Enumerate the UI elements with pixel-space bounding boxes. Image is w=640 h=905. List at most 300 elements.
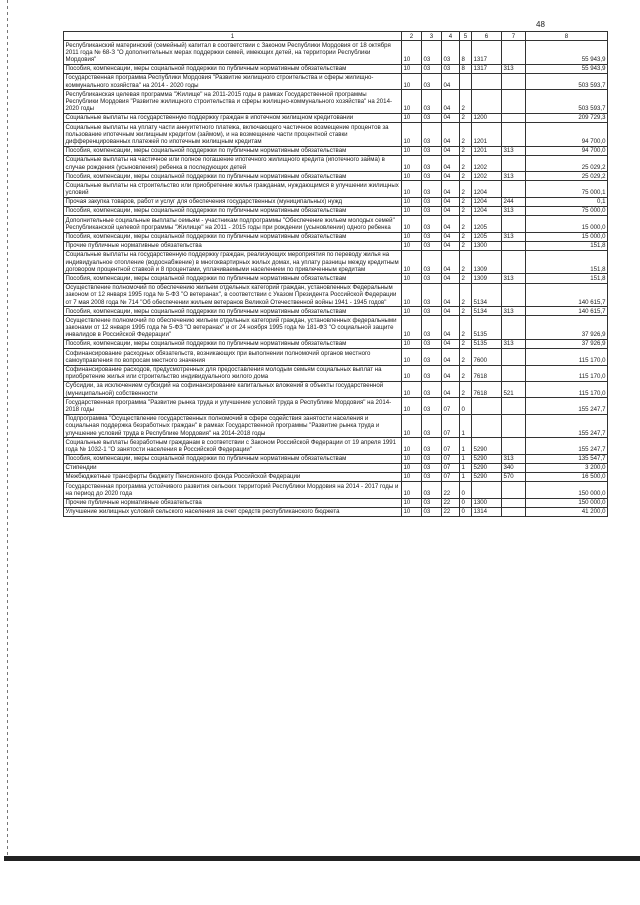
row-amount: 151,8 xyxy=(526,274,608,283)
code-subsection: 03 xyxy=(422,472,442,481)
code-subsection: 03 xyxy=(422,365,442,381)
table-row xyxy=(64,398,608,414)
code-section: 10 xyxy=(402,90,422,114)
page-number: 48 xyxy=(536,20,545,29)
code-target: 7600 xyxy=(472,349,502,365)
code-subsection: 03 xyxy=(422,339,442,348)
row-description: Пособия, компенсации, меры социальной поддержки по публичным нормативным обязательствам xyxy=(64,339,402,348)
row-amount: 3 200,0 xyxy=(526,463,608,472)
row-description: Пособия, компенсации, меры социальной поддержки по публичным нормативным обязательствам xyxy=(64,172,402,181)
row-amount: 0,1 xyxy=(526,197,608,206)
code-target xyxy=(472,414,502,438)
table-row xyxy=(64,123,608,147)
code-program: 04 xyxy=(442,232,460,241)
table-row xyxy=(64,381,608,397)
code-section: 10 xyxy=(402,349,422,365)
code-target: 1204 xyxy=(472,181,502,197)
row-amount: 115 170,0 xyxy=(526,365,608,381)
code-program: 04 xyxy=(442,181,460,197)
code-expense-type xyxy=(502,438,526,454)
code-program: 04 xyxy=(442,216,460,232)
code-section: 10 xyxy=(402,274,422,283)
code-program: 07 xyxy=(442,472,460,481)
code-program: 22 xyxy=(442,507,460,516)
code-subprogram: 2 xyxy=(460,274,472,283)
code-subsection: 03 xyxy=(422,64,442,73)
code-target: 5290 xyxy=(472,438,502,454)
code-section: 10 xyxy=(402,241,422,250)
code-section: 10 xyxy=(402,113,422,122)
code-subsection: 03 xyxy=(422,307,442,316)
code-subsection: 03 xyxy=(422,381,442,397)
table-row xyxy=(64,181,608,197)
code-expense-type: 313 xyxy=(502,206,526,215)
code-expense-type xyxy=(502,482,526,498)
code-section: 10 xyxy=(402,146,422,155)
col-header: 7 xyxy=(502,32,526,41)
table-row xyxy=(64,365,608,381)
code-program: 04 xyxy=(442,365,460,381)
scan-bottom-edge xyxy=(4,856,640,861)
code-subprogram: 1 xyxy=(460,414,472,438)
row-amount: 209 729,3 xyxy=(526,113,608,122)
code-subsection: 03 xyxy=(422,414,442,438)
code-subprogram: 2 xyxy=(460,206,472,215)
code-program: 22 xyxy=(442,482,460,498)
code-target: 5135 xyxy=(472,339,502,348)
code-target: 5134 xyxy=(472,283,502,307)
code-expense-type xyxy=(502,414,526,438)
row-amount: 503 593,7 xyxy=(526,73,608,89)
table-row xyxy=(64,274,608,283)
code-target: 1309 xyxy=(472,250,502,274)
code-target: 1205 xyxy=(472,232,502,241)
code-target: 7618 xyxy=(472,365,502,381)
code-program: 03 xyxy=(442,41,460,65)
code-target: 5134 xyxy=(472,307,502,316)
code-expense-type xyxy=(502,241,526,250)
code-expense-type xyxy=(502,283,526,307)
row-amount: 25 029,2 xyxy=(526,172,608,181)
row-description: Государственная программа "Развитие рынка труда и улучшение условий труда в Республике Мордовия" на 2014-2018 годы xyxy=(64,398,402,414)
table-row xyxy=(64,250,608,274)
code-target: 1202 xyxy=(472,155,502,171)
code-section: 10 xyxy=(402,339,422,348)
code-subprogram: 2 xyxy=(460,146,472,155)
table-row xyxy=(64,283,608,307)
col-header: 5 xyxy=(460,32,472,41)
code-section: 10 xyxy=(402,232,422,241)
code-expense-type xyxy=(502,73,526,89)
code-program: 04 xyxy=(442,123,460,147)
code-program: 04 xyxy=(442,307,460,316)
code-section: 10 xyxy=(402,398,422,414)
code-program: 04 xyxy=(442,274,460,283)
code-program: 03 xyxy=(442,64,460,73)
row-description: Межбюджетные трансферты бюджету Пенсионного фонда Российской Федерации xyxy=(64,472,402,481)
code-target: 5290 xyxy=(472,463,502,472)
code-subsection: 03 xyxy=(422,283,442,307)
row-description: Социальные выплаты на государственную поддержку граждан в ипотечном жилищном кредитовании xyxy=(64,113,402,122)
row-description: Социальные выплаты на частичное или полное погашение ипотечного жилищного кредита (ипотечного займа) в случае рождения (усыновления) ребенка в последующих детей xyxy=(64,155,402,171)
code-target: 5290 xyxy=(472,472,502,481)
code-expense-type xyxy=(502,507,526,516)
col-header: 1 xyxy=(64,32,402,41)
row-amount: 135 547,7 xyxy=(526,454,608,463)
code-subprogram: 2 xyxy=(460,250,472,274)
table-row xyxy=(64,90,608,114)
code-subsection: 03 xyxy=(422,206,442,215)
code-section: 10 xyxy=(402,454,422,463)
code-target xyxy=(472,398,502,414)
table-row xyxy=(64,64,608,73)
budget-table xyxy=(63,31,608,517)
row-amount: 155 247,7 xyxy=(526,398,608,414)
row-description: Улучшение жилищных условий сельского населения за счет средств республиканского бюджета xyxy=(64,507,402,516)
code-expense-type xyxy=(502,41,526,65)
row-amount: 503 593,7 xyxy=(526,90,608,114)
code-subsection: 03 xyxy=(422,90,442,114)
code-program: 04 xyxy=(442,206,460,215)
code-section: 10 xyxy=(402,498,422,507)
code-expense-type xyxy=(502,216,526,232)
code-expense-type: 340 xyxy=(502,463,526,472)
row-amount: 94 700,0 xyxy=(526,146,608,155)
row-amount: 55 943,9 xyxy=(526,64,608,73)
code-program: 04 xyxy=(442,113,460,122)
row-description: Пособия, компенсации, меры социальной поддержки по публичным нормативным обязательствам xyxy=(64,146,402,155)
code-subsection: 03 xyxy=(422,482,442,498)
row-amount: 37 926,9 xyxy=(526,316,608,340)
code-target: 1309 xyxy=(472,274,502,283)
code-program: 04 xyxy=(442,349,460,365)
code-section: 10 xyxy=(402,482,422,498)
code-expense-type: 313 xyxy=(502,274,526,283)
code-subprogram: 8 xyxy=(460,64,472,73)
row-amount: 151,8 xyxy=(526,241,608,250)
row-description: Пособия, компенсации, меры социальной поддержки по публичным нормативным обязательствам xyxy=(64,232,402,241)
code-program: 04 xyxy=(442,73,460,89)
row-amount: 37 926,9 xyxy=(526,339,608,348)
code-program: 04 xyxy=(442,339,460,348)
code-expense-type: 313 xyxy=(502,339,526,348)
code-subsection: 03 xyxy=(422,241,442,250)
code-expense-type xyxy=(502,181,526,197)
col-header: 4 xyxy=(442,32,460,41)
code-subprogram: 2 xyxy=(460,365,472,381)
row-description: Осуществление полномочий по обеспечению жильем отдельных категорий граждан, установленных Федеральным законом от 12 января 1995 года № 5-ФЗ "О ветеранах", в соответствии с Указом Президента Российской Федерации от 7 мая 2008 года № 714 "Об обеспечении жильем ветеранов Великой Отечественной войны 1941 - 1945 годов" xyxy=(64,283,402,307)
code-subprogram: 2 xyxy=(460,283,472,307)
code-section: 10 xyxy=(402,414,422,438)
code-section: 10 xyxy=(402,197,422,206)
code-program: 04 xyxy=(442,316,460,340)
code-subprogram: 2 xyxy=(460,123,472,147)
row-description: Социальные выплаты на государственную поддержку граждан, реализующих мероприятия по переводу жилья на индивидуальное отопление (водоснабжение) в многоквартирных жилых домах, на уплату разницы между кредитным договором процентной ставкой и 8 процентами, уплачиваемыми населением по привлеченным кредитам xyxy=(64,250,402,274)
header-row xyxy=(64,32,608,41)
code-target xyxy=(472,90,502,114)
table-row xyxy=(64,41,608,65)
row-amount: 15 000,0 xyxy=(526,216,608,232)
code-target: 1317 xyxy=(472,64,502,73)
table-row xyxy=(64,498,608,507)
code-subsection: 03 xyxy=(422,155,442,171)
code-subprogram: 1 xyxy=(460,472,472,481)
code-subprogram: 0 xyxy=(460,398,472,414)
code-subprogram: 2 xyxy=(460,307,472,316)
code-target: 5135 xyxy=(472,316,502,340)
row-description: Социальные выплаты безработным гражданам в соответствии с Законом Российской Федерации от 19 апреля 1991 года № 1032-1 "О занятости населения в Российской Федерации" xyxy=(64,438,402,454)
code-section: 10 xyxy=(402,307,422,316)
col-header: 3 xyxy=(422,32,442,41)
row-description: Подпрограмма "Осуществление государственных полномочий в сфере содействия занятости населения и социальная поддержка безработных граждан" в рамках Государственной программы "Развитие рынка труда и улучшение условий труда в Республике Мордовия" на 2014-2018 годы xyxy=(64,414,402,438)
code-section: 10 xyxy=(402,73,422,89)
code-subsection: 03 xyxy=(422,123,442,147)
code-expense-type: 313 xyxy=(502,454,526,463)
row-amount: 75 000,0 xyxy=(526,206,608,215)
scan-margin-line xyxy=(7,0,8,860)
code-subsection: 03 xyxy=(422,498,442,507)
table-row xyxy=(64,146,608,155)
code-subprogram: 2 xyxy=(460,113,472,122)
code-section: 10 xyxy=(402,123,422,147)
code-target: 1201 xyxy=(472,146,502,155)
col-header: 2 xyxy=(402,32,422,41)
table-row xyxy=(64,206,608,215)
code-program: 04 xyxy=(442,146,460,155)
code-subsection: 03 xyxy=(422,463,442,472)
row-description: Государственная программа устойчивого развития сельских территорий Республики Мордовия на 2014 - 2017 годы и на период до 2020 года xyxy=(64,482,402,498)
code-expense-type xyxy=(502,398,526,414)
code-section: 10 xyxy=(402,181,422,197)
code-section: 10 xyxy=(402,216,422,232)
code-program: 04 xyxy=(442,172,460,181)
row-description: Субсидии, за исключением субсидий на софинансирование капитальных вложений в объекты государственной (муниципальной) собственности xyxy=(64,381,402,397)
row-amount: 115 170,0 xyxy=(526,381,608,397)
row-description: Пособия, компенсации, меры социальной поддержки по публичным нормативным обязательствам xyxy=(64,454,402,463)
code-program: 04 xyxy=(442,197,460,206)
row-amount: 15 000,0 xyxy=(526,232,608,241)
row-description: Софинансирование расходов, предусмотренных для предоставления молодым семьям социальных выплат на приобретение жилья или строительство индивидуального жилого дома xyxy=(64,365,402,381)
code-expense-type: 313 xyxy=(502,172,526,181)
code-subsection: 03 xyxy=(422,454,442,463)
code-section: 10 xyxy=(402,41,422,65)
table-row xyxy=(64,232,608,241)
code-expense-type: 244 xyxy=(502,197,526,206)
table-row xyxy=(64,349,608,365)
code-subprogram: 2 xyxy=(460,90,472,114)
row-description: Прочие публичные нормативные обязательства xyxy=(64,498,402,507)
col-header: 6 xyxy=(472,32,502,41)
table-row xyxy=(64,339,608,348)
code-subsection: 03 xyxy=(422,146,442,155)
row-amount: 55 943,9 xyxy=(526,41,608,65)
code-subsection: 03 xyxy=(422,438,442,454)
code-section: 10 xyxy=(402,507,422,516)
code-expense-type xyxy=(502,90,526,114)
code-section: 10 xyxy=(402,472,422,481)
code-section: 10 xyxy=(402,463,422,472)
table-row xyxy=(64,507,608,516)
code-section: 10 xyxy=(402,64,422,73)
code-subsection: 03 xyxy=(422,274,442,283)
table-row xyxy=(64,113,608,122)
code-subsection: 03 xyxy=(422,113,442,122)
row-description: Социальные выплаты на строительство или приобретение жилья гражданам, нуждающимся в улучшении жилищных условий xyxy=(64,181,402,197)
code-target: 5290 xyxy=(472,454,502,463)
table-row xyxy=(64,482,608,498)
table-row xyxy=(64,438,608,454)
table-row xyxy=(64,414,608,438)
table-row xyxy=(64,316,608,340)
table-row xyxy=(64,216,608,232)
code-subprogram: 2 xyxy=(460,381,472,397)
code-subsection: 03 xyxy=(422,507,442,516)
code-target: 1317 xyxy=(472,41,502,65)
row-description: Пособия, компенсации, меры социальной поддержки по публичным нормативным обязательствам xyxy=(64,64,402,73)
code-program: 22 xyxy=(442,498,460,507)
table-row xyxy=(64,172,608,181)
row-description: Пособия, компенсации, меры социальной поддержки по публичным нормативным обязательствам xyxy=(64,206,402,215)
code-section: 10 xyxy=(402,206,422,215)
code-program: 07 xyxy=(442,398,460,414)
row-amount: 94 700,0 xyxy=(526,123,608,147)
code-section: 10 xyxy=(402,381,422,397)
row-amount: 16 500,0 xyxy=(526,472,608,481)
code-section: 10 xyxy=(402,172,422,181)
row-description: Пособия, компенсации, меры социальной поддержки по публичным нормативным обязательствам xyxy=(64,307,402,316)
code-program: 07 xyxy=(442,463,460,472)
code-subprogram: 0 xyxy=(460,498,472,507)
row-description: Республиканский материнский (семейный) капитал в соответствии с Законом Республики Мордовия от 18 октября 2011 года № 68-З "О дополнительных мерах поддержки семей, имеющих детей, на территории Республики Мордовия" xyxy=(64,41,402,65)
row-amount: 115 170,0 xyxy=(526,349,608,365)
row-amount: 140 615,7 xyxy=(526,307,608,316)
row-amount: 41 200,0 xyxy=(526,507,608,516)
code-subprogram: 0 xyxy=(460,507,472,516)
code-section: 10 xyxy=(402,316,422,340)
code-expense-type: 521 xyxy=(502,381,526,397)
code-program: 07 xyxy=(442,438,460,454)
code-program: 04 xyxy=(442,90,460,114)
row-description: Стипендии xyxy=(64,463,402,472)
code-program: 07 xyxy=(442,454,460,463)
code-subprogram: 2 xyxy=(460,339,472,348)
table-row xyxy=(64,463,608,472)
code-program: 04 xyxy=(442,241,460,250)
code-subprogram: 2 xyxy=(460,181,472,197)
code-section: 10 xyxy=(402,365,422,381)
code-subprogram: 2 xyxy=(460,316,472,340)
table-row xyxy=(64,197,608,206)
code-program: 04 xyxy=(442,250,460,274)
code-subsection: 03 xyxy=(422,41,442,65)
code-target: 1200 xyxy=(472,113,502,122)
code-expense-type: 570 xyxy=(502,472,526,481)
code-expense-type xyxy=(502,498,526,507)
code-subprogram: 0 xyxy=(460,482,472,498)
code-expense-type: 313 xyxy=(502,232,526,241)
code-subsection: 03 xyxy=(422,216,442,232)
code-program: 04 xyxy=(442,283,460,307)
code-program: 04 xyxy=(442,155,460,171)
code-expense-type xyxy=(502,155,526,171)
code-subsection: 03 xyxy=(422,73,442,89)
code-subprogram: 2 xyxy=(460,155,472,171)
code-expense-type xyxy=(502,123,526,147)
code-target xyxy=(472,482,502,498)
row-description: Дополнительные социальные выплаты семьям - участникам подпрограммы "Обеспечение жильем молодых семей" Республиканской целевой программы "Жилище" на 2011 - 2015 годы при рождении (усыновлении) одного ребенка xyxy=(64,216,402,232)
code-expense-type xyxy=(502,250,526,274)
code-section: 10 xyxy=(402,283,422,307)
table-row xyxy=(64,155,608,171)
code-subprogram: 1 xyxy=(460,454,472,463)
code-subprogram: 1 xyxy=(460,438,472,454)
row-description: Государственная программа Республики Мордовия "Развитие жилищного строительства и сферы жилищно-коммунального хозяйства" на 2014 - 2020 годы xyxy=(64,73,402,89)
row-amount: 155 247,7 xyxy=(526,414,608,438)
code-expense-type xyxy=(502,349,526,365)
code-expense-type: 313 xyxy=(502,307,526,316)
code-section: 10 xyxy=(402,438,422,454)
row-description: Социальные выплаты на уплату части аннуитетного платежа, включающего частичное возмещение процентов за пользование ипотечным жилищным кредитом (займом), и на возмещение части процентной ставки дифференцированных платежей по ипотечным жилищным кредитам xyxy=(64,123,402,147)
code-subsection: 03 xyxy=(422,398,442,414)
row-description: Пособия, компенсации, меры социальной поддержки по публичным нормативным обязательствам xyxy=(64,274,402,283)
code-program: 07 xyxy=(442,414,460,438)
code-program: 04 xyxy=(442,381,460,397)
col-header: 8 xyxy=(526,32,608,41)
code-subprogram xyxy=(460,73,472,89)
table-row xyxy=(64,241,608,250)
code-expense-type xyxy=(502,113,526,122)
row-amount: 75 000,1 xyxy=(526,181,608,197)
code-subprogram: 1 xyxy=(460,463,472,472)
table-row xyxy=(64,73,608,89)
row-description: Прочие публичные нормативные обязательства xyxy=(64,241,402,250)
code-subsection: 03 xyxy=(422,316,442,340)
table-row xyxy=(64,472,608,481)
code-expense-type xyxy=(502,365,526,381)
code-target: 1202 xyxy=(472,172,502,181)
code-target: 1300 xyxy=(472,498,502,507)
code-expense-type xyxy=(502,316,526,340)
code-subsection: 03 xyxy=(422,181,442,197)
row-amount: 150 000,0 xyxy=(526,482,608,498)
code-target: 1205 xyxy=(472,216,502,232)
row-description: Осуществление полномочий по обеспечению жильем отдельных категорий граждан, установленных федеральными законами от 12 января 1995 года № 5-ФЗ "О ветеранах" и от 24 ноября 1995 года № 181-ФЗ "О социальной защите инвалидов в Российской Федерации" xyxy=(64,316,402,340)
code-subsection: 03 xyxy=(422,172,442,181)
code-subprogram: 8 xyxy=(460,41,472,65)
code-target: 1314 xyxy=(472,507,502,516)
row-amount: 140 615,7 xyxy=(526,283,608,307)
row-amount: 155 247,7 xyxy=(526,438,608,454)
code-subprogram: 2 xyxy=(460,349,472,365)
code-target: 1300 xyxy=(472,241,502,250)
code-subsection: 03 xyxy=(422,250,442,274)
row-amount: 151,8 xyxy=(526,250,608,274)
table-row xyxy=(64,454,608,463)
code-target xyxy=(472,73,502,89)
code-subsection: 03 xyxy=(422,197,442,206)
row-description: Республиканская целевая программа "Жилище" на 2011-2015 годы в рамках Государственной программы Республики Мордовия "Развитие жилищного строительства и сферы жилищно-коммунального хозяйства" на 2014-2020 годы xyxy=(64,90,402,114)
code-section: 10 xyxy=(402,250,422,274)
code-subprogram: 2 xyxy=(460,216,472,232)
code-expense-type: 313 xyxy=(502,64,526,73)
row-description: Прочая закупка товаров, работ и услуг для обеспечения государственных (муниципальных) нужд xyxy=(64,197,402,206)
code-expense-type: 313 xyxy=(502,146,526,155)
table-row xyxy=(64,307,608,316)
row-amount: 150 000,0 xyxy=(526,498,608,507)
code-target: 1204 xyxy=(472,197,502,206)
row-description: Софинансирование расходных обязательств, возникающих при выполнении полномочий органов местного самоуправления по вопросам местного значения xyxy=(64,349,402,365)
code-subsection: 03 xyxy=(422,349,442,365)
